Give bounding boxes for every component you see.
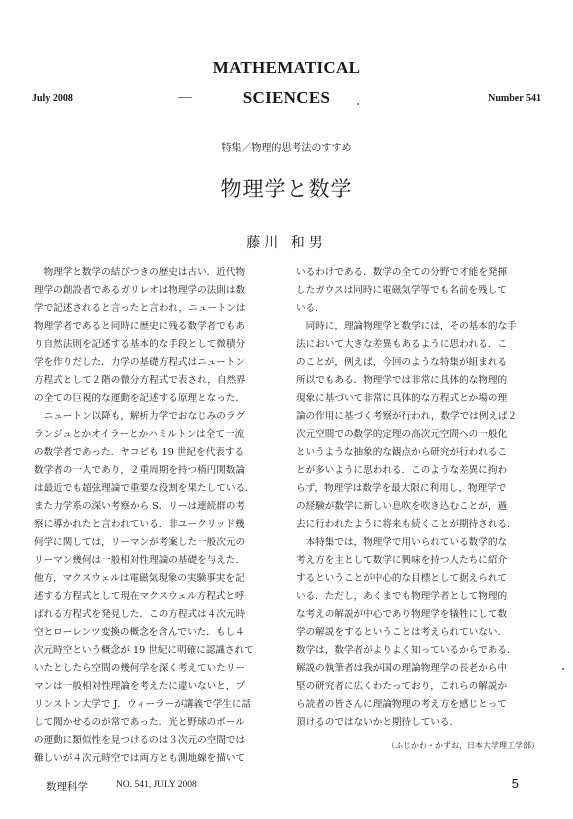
body-text-line: 物理学者であると同時に歴史に残る数学者でもあ — [34, 321, 246, 332]
scan-speck — [178, 97, 192, 98]
footer-issue-info: NO. 541, JULY 2008 — [116, 780, 197, 790]
body-text-line: 現象に基づいて非常に具体的な方程式とか場の理 — [296, 393, 508, 404]
body-text-line: いる．ただし，あくまでも物理学者として物理的 — [296, 591, 508, 602]
body-text-line: また力学系の深い考察から S．リーは連続群の考 — [34, 501, 246, 512]
body-text-line: とが多いように思われる．このような差異に拘わ — [296, 465, 508, 476]
body-text-line: 学の解説をするということは考えられていない． — [296, 627, 508, 638]
body-text-line: 本特集では，物理学で用いられている数学的な — [296, 537, 508, 548]
scan-speck — [357, 103, 359, 105]
body-text-line: 堅の研究者に広くわたっており，これらの解説か — [296, 681, 508, 692]
journal-name-line2: SCIENCES — [242, 88, 331, 107]
body-text-line: いるわけである．数学の全ての分野で才能を発揮 — [296, 267, 508, 278]
body-text-line: 方程式として２階の微分方程式で表され，自然界 — [34, 375, 246, 386]
body-text-line: の経験が数学に新しい息吹を吹き込むことが，過 — [296, 501, 508, 512]
body-text-line: ニュートン以降も，解析力学でおなじみのラグ — [34, 411, 246, 422]
body-text-line: マンは一般相対性理論を考えたに違いないと，プ — [34, 681, 246, 692]
body-text-line: な考えの解説が中心であり物理学を犠牲にして数 — [296, 609, 508, 620]
body-text-line: 難しいが４次元時空では両方とも測地線を描いて — [34, 753, 246, 764]
body-text-line: ら読者の皆さんに理論物理の考え方を感じとって — [296, 699, 507, 710]
article-title: 物理学と数学 — [220, 177, 353, 201]
body-text-line: り自然法則を記述する基本的な手段として微積分 — [34, 339, 246, 350]
body-text-line: 次元空間での数学的定理の高次元空間への一般化 — [296, 429, 508, 440]
body-text-line: 空とローレンツ変換の概念を含んでいた．もし４ — [34, 627, 245, 638]
scan-speck — [562, 668, 564, 670]
body-text-line: 理学の創設者であるガリレオは物理学の法則は数 — [34, 285, 246, 296]
body-text-line: リンストン大学で J．ウィーラーが講義で学生に話 — [34, 699, 252, 710]
body-text-line: 所以でもある．物理学では非常に具体的な物理的 — [296, 375, 508, 386]
author-affiliation: （ふじかわ・かずお，日本大学理工学部） — [387, 741, 539, 750]
body-text-line: したガウスは同時に電磁気学等でも名前を残して — [296, 285, 507, 296]
body-text-line: は最近でも超弦理論で重要な役割を果たしている． — [34, 483, 255, 494]
body-text-line: ばれる方程式を発見した．この方程式は４次元時 — [34, 609, 246, 620]
body-text-line: するということが中心的な目標として据えられて — [296, 573, 508, 584]
body-text-line: 察に導かれたと言われている．非ユークリッド幾 — [34, 519, 245, 530]
body-text-line: いたとしたら空間の幾何学を深く考えていたリー — [34, 663, 246, 674]
body-text-line: 数学者の一人であり，２重周期を持つ楕円関数論 — [34, 465, 246, 476]
issue-number: Number 541 — [488, 93, 541, 104]
body-text-line: 数学は，数学者がよりよく知っているからである． — [296, 645, 517, 656]
body-text-line: 考え方を主として数学に興味を持つ人たちに紹介 — [296, 555, 508, 566]
special-issue-label: 特集／物理的思考法のすすめ — [221, 143, 352, 154]
body-text-line: リーマン幾何は一般相対性理論の基礎を与えた． — [34, 555, 246, 566]
body-text-line: いる． — [296, 303, 325, 314]
body-text-line: 去に行われたように将来も続くことが期待される． — [296, 519, 517, 530]
body-text-line: 解説の執筆者は我が国の理論物理学の長老から中 — [296, 663, 508, 674]
issue-date: July 2008 — [32, 93, 73, 104]
body-text-line: の数学者であった．ヤコビも 19 世紀を代表する — [34, 447, 245, 458]
body-text-line: 次元時空という概念が 19 世紀に明確に認識されて — [34, 645, 254, 656]
body-text-line: のことが，例えば，今回のような特集が組まれる — [296, 357, 508, 368]
body-text-line: 同時に，理論物理学と数学には，その基本的な手 — [296, 321, 517, 332]
journal-name-line1: MATHEMATICAL — [212, 58, 361, 77]
body-text-line: 学で記述されると言ったと言われ，ニュートンは — [34, 303, 246, 314]
body-text-line: の全ての巨視的な運動を記述する原理となった． — [34, 393, 246, 404]
body-text-line: 学を作りだした．力学の基礎方程式はニュートン — [34, 357, 246, 368]
body-text-line: というような抽象的な観点から研究が行われるこ — [296, 447, 508, 458]
body-text-line: らず，物理学は数学を最大限に利用し，物理学で — [296, 483, 507, 494]
body-text-line: 述する方程式として現在マクスウェル方程式と呼 — [34, 591, 245, 602]
footer-journal-name: 数理科学 — [46, 781, 88, 793]
body-text-line: 法において大きな差異もあるように思われる．こ — [296, 339, 508, 350]
body-text-line: 論の作用に基づく考察が行われ，数学では例えば２ — [296, 411, 518, 422]
body-text-line: 何学に関しては，リーマンが考案した一般次元の — [34, 537, 246, 548]
page-number: 5 — [511, 776, 519, 791]
body-text-line: 頂けるのではないかと期待している． — [296, 717, 460, 728]
body-column-right — [296, 264, 545, 732]
body-column-left — [34, 264, 283, 768]
body-text-line: 物理学と数学の結びつきの歴史は古い．近代物 — [34, 267, 246, 278]
body-text-line: 他方，マクスウェルは電磁気現象の実験事実を記 — [34, 573, 245, 584]
body-text-line: ランジュとかオイラーとかハミルトンは全て一流 — [34, 429, 245, 440]
body-text-line: の運動に類似性を見つけるのは３次元の空間では — [34, 735, 246, 746]
body-text-line: して聞かせるのが常であった．光と野球のボール — [34, 717, 245, 728]
article-author: 藤川 和男 — [246, 235, 327, 251]
